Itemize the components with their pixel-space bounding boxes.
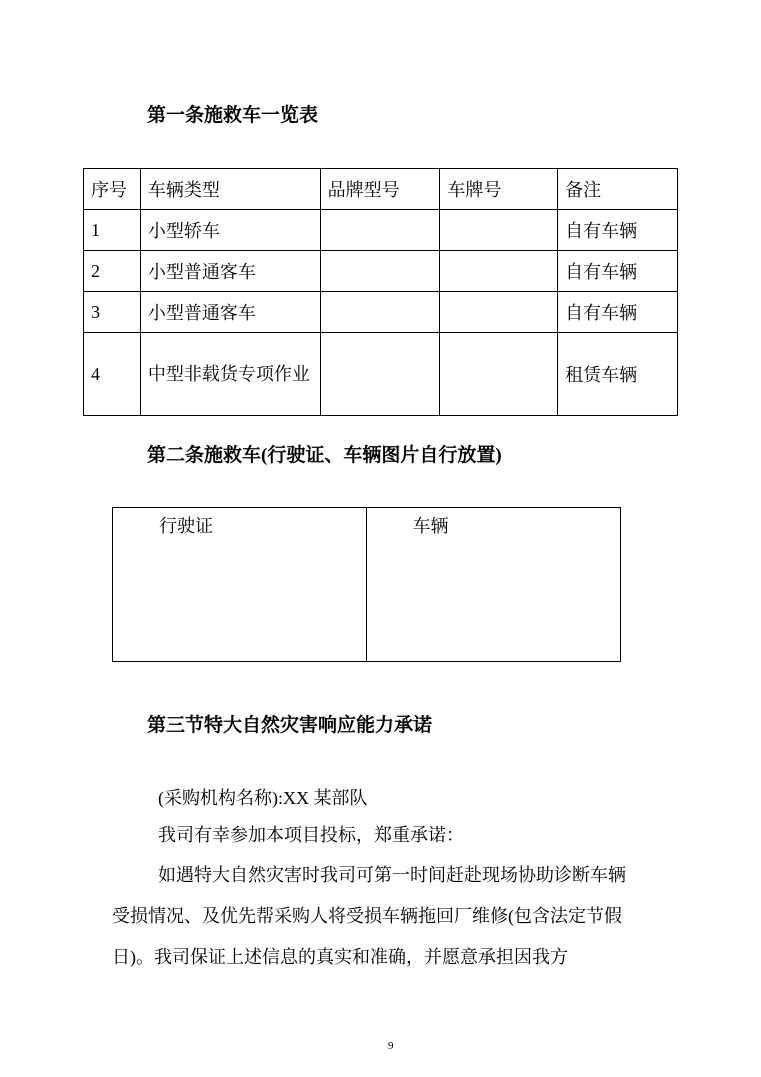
- table-cell: 小型普通客车: [140, 292, 320, 333]
- table-cell: 租赁车辆: [558, 333, 678, 416]
- table-row: [84, 333, 678, 416]
- table-cell: [440, 333, 558, 416]
- table-cell: [440, 292, 558, 333]
- page-number: 9: [388, 1040, 394, 1052]
- table-cell: 小型普通客车: [140, 251, 320, 292]
- header-cell: 序号: [84, 169, 141, 210]
- license-cell: 行驶证: [113, 508, 367, 662]
- section3-title: 第三节特大自然灾害响应能力承诺: [147, 715, 433, 736]
- table-row: [84, 292, 678, 333]
- table-cell: [320, 251, 440, 292]
- table-header-row: [84, 169, 678, 210]
- addressee: (采购机构名称):XX 某部队: [158, 788, 368, 808]
- table-cell: 中型非载货专项作业: [140, 333, 320, 416]
- table-cell: 自有车辆: [558, 210, 678, 251]
- license-photo-table: [112, 507, 621, 662]
- table-cell: 自有车辆: [558, 292, 678, 333]
- commitment-paragraph: 如遇特大自然灾害时我司可第一时间赶赴现场协助诊断车辆受损情况、及优先帮采购人将受损车辆拖回厂维修(包含法定节假日)。我司保证上述信息的真实和准确，并愿意承担因我方: [112, 865, 626, 967]
- table-cell: 1: [84, 210, 141, 251]
- section1-title: 第一条施救车一览表: [147, 105, 319, 126]
- table-cell: [320, 333, 440, 416]
- table-cell: [320, 292, 440, 333]
- intro-text: 我司有幸参加本项目投标，郑重承诺：: [158, 825, 464, 845]
- table-cell: 小型轿车: [140, 210, 320, 251]
- table-cell: 自有车辆: [558, 251, 678, 292]
- table-cell: [440, 251, 558, 292]
- table-cell: [440, 210, 558, 251]
- section2-title: 第二条施救车(行驶证、车辆图片自行放置): [147, 445, 502, 466]
- table-row: [84, 210, 678, 251]
- header-cell: 车辆类型: [140, 169, 320, 210]
- table-row: [84, 251, 678, 292]
- header-cell: 品牌型号: [320, 169, 440, 210]
- vehicle-cell: 车辆: [366, 508, 621, 662]
- table-cell: 2: [84, 251, 141, 292]
- rescue-vehicle-table: [83, 168, 678, 416]
- header-cell: 车牌号: [440, 169, 558, 210]
- table-cell: 4: [84, 333, 141, 416]
- header-cell: 备注: [558, 169, 678, 210]
- table-cell: [320, 210, 440, 251]
- table-cell: 3: [84, 292, 141, 333]
